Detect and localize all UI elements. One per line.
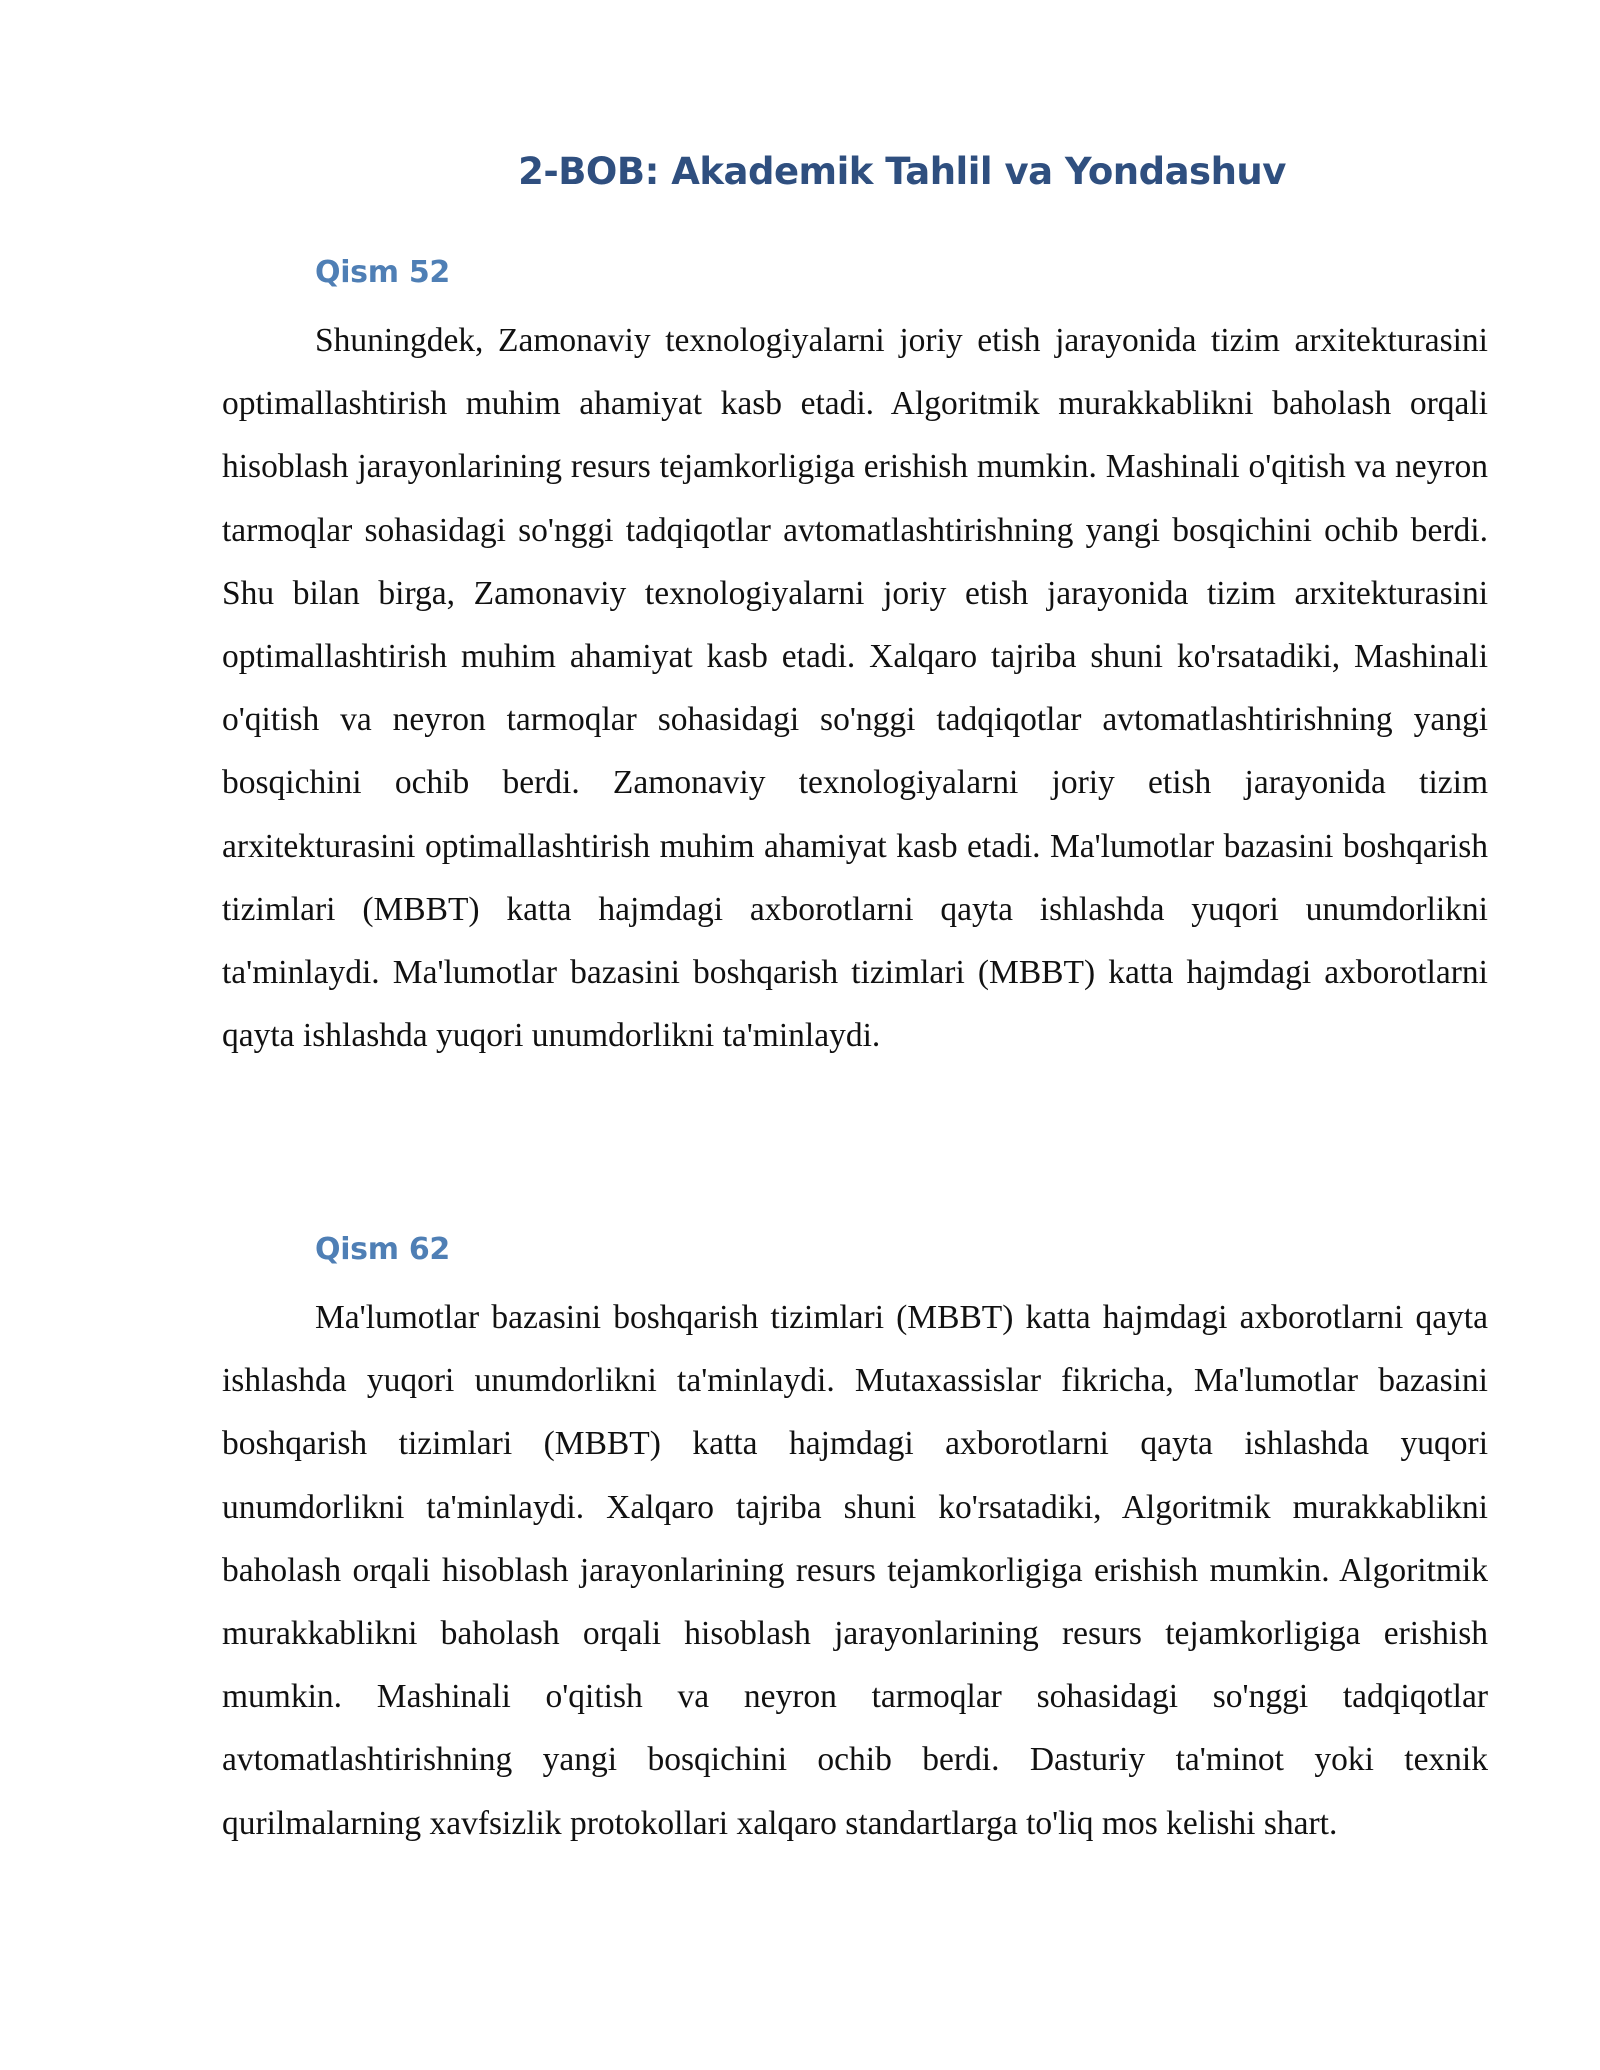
section-paragraph-qism-52: Shuningdek, Zamonaviy texnologiyalarni joriy etish jarayonida tizim arxitekturasini optimallashtirish muhim ahamiyat kasb etadi. Algoritmik murakkablikni baholash orqali hisoblash jarayonlarining resurs tejamkorligiga erishish mumkin. Mashinali o'qitish va neyron tarmoqlar sohasidagi so'nggi tadqiqotlar avtomatlashtirishning yangi bosqichini ochib berdi. Shu bilan birga, Zamonaviy texnologiyalarni joriy etish jarayonida tizim arxitekturasini optimallashtirish muhim ahamiyat kasb etadi. Xalqaro tajriba shuni ko'rsatadiki, Mashinali o'qitish va neyron tarmoqlar sohasidagi so'nggi tadqiqotlar avtomatlashtirishning yangi bosqichini ochib berdi. Zamonaviy texnologiyalarni joriy etish jarayonida tizim arxitekturasini optimallashtirish muhim ahamiyat kasb etadi. Ma'lumotlar bazasini boshqarish tizimlari (MBBT) katta hajmdagi axborotlarni qayta ishlashda yuqori unumdorlikni ta'minlaydi. Ma'lumotlar bazasini boshqarish tizimlari (MBBT) katta hajmdagi axborotlarni qayta ishlashda yuqori unumdorlikni ta'minlaydi.: [222, 322, 1488, 1055]
section-heading-qism-62: Qism 62: [315, 1232, 450, 1267]
chapter-title: 2-BOB: Akademik Tahlil va Yondashuv: [518, 150, 1286, 193]
section-paragraph-qism-62: Ma'lumotlar bazasini boshqarish tizimlari (MBBT) katta hajmdagi axborotlarni qayta ishlashda yuqori unumdorlikni ta'minlaydi. Mutaxassislar fikricha, Ma'lumotlar bazasini boshqarish tizimlari (MBBT) katta hajmdagi axborotlarni qayta ishlashda yuqori unumdorlikni ta'minlaydi. Xalqaro tajriba shuni ko'rsatadiki, Algoritmik murakkablikni baholash orqali hisoblash jarayonlarining resurs tejamkorligiga erishish mumkin. Algoritmik murakkablikni baholash orqali hisoblash jarayonlarining resurs tejamkorligiga erishish mumkin. Mashinali o'qitish va neyron tarmoqlar sohasidagi so'nggi tadqiqotlar avtomatlashtirishning yangi bosqichini ochib berdi. Dasturiy ta'minot yoki texnik qurilmalarning xavfsizlik protokollari xalqaro standartlarga to'liq mos kelishi shart.: [222, 1299, 1488, 1842]
section-heading-qism-52: Qism 52: [315, 255, 450, 290]
